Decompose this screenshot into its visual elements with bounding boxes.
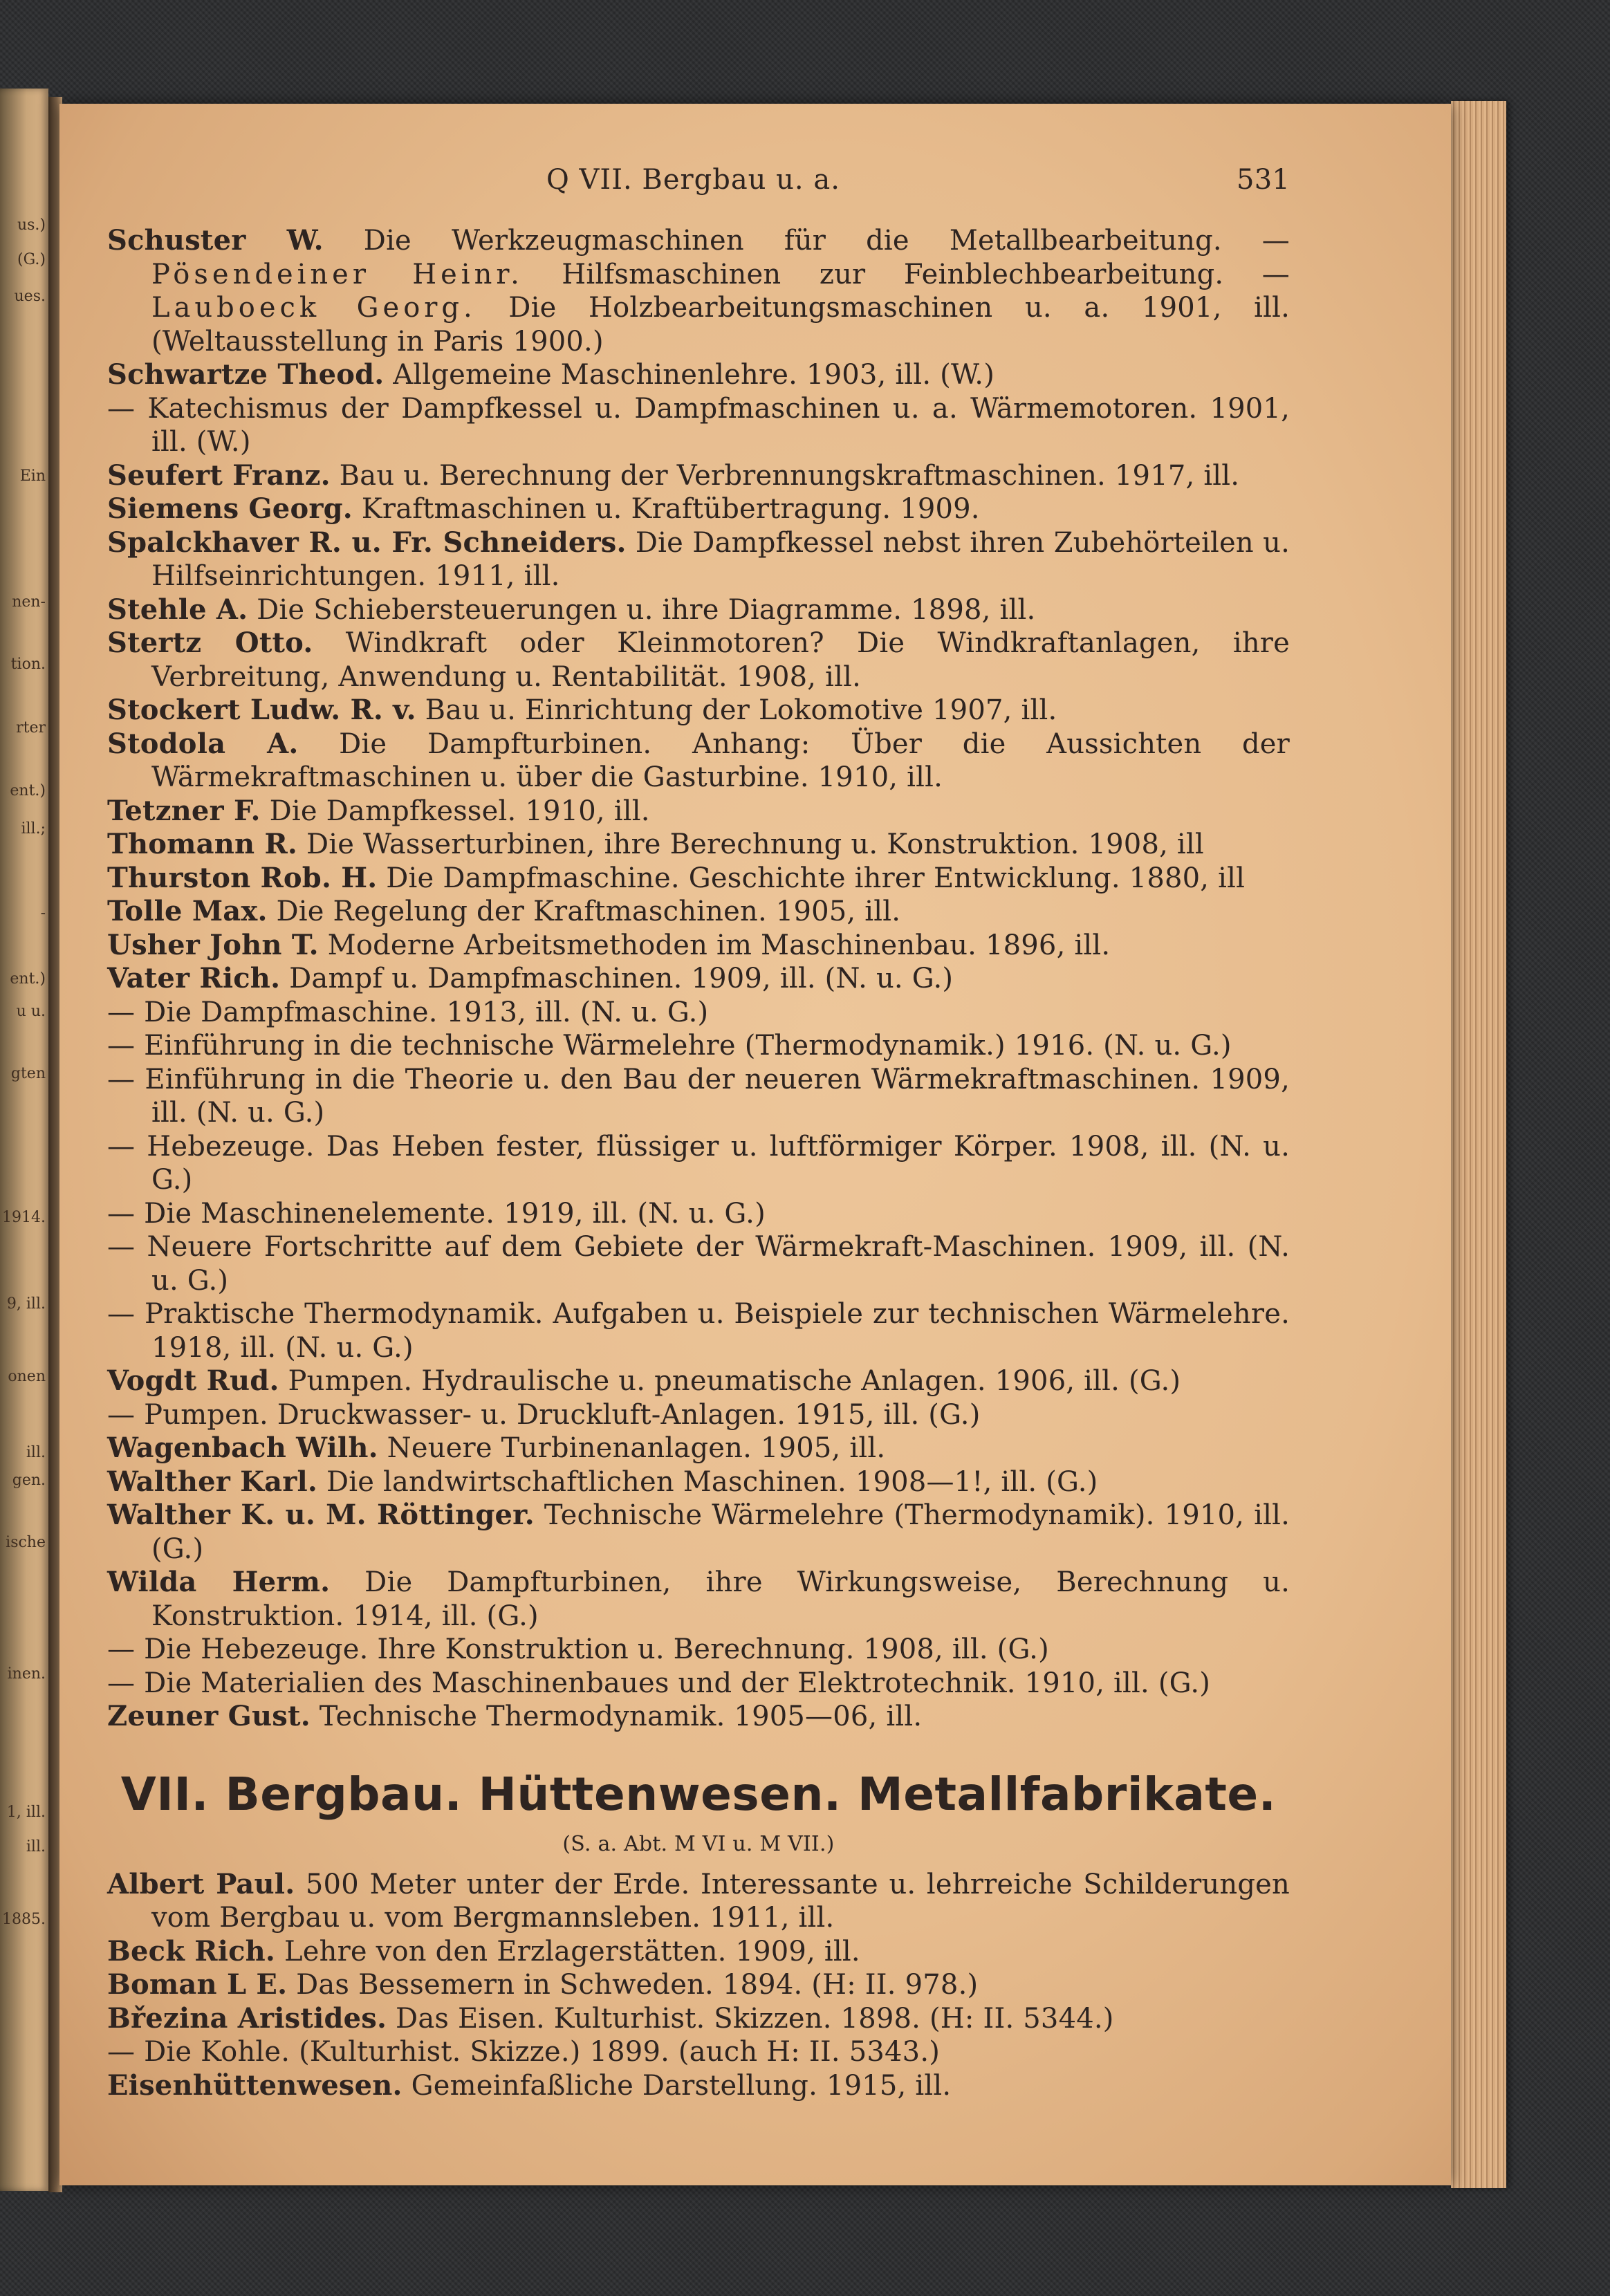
bibliography-entry [107, 1566, 1290, 1633]
bibliography-entry [107, 1700, 1290, 1734]
margin-fragment: us.) [17, 216, 46, 234]
bibliography-entry [107, 1063, 1290, 1130]
entry-text: Hilfsmaschinen zur Feinblechbearbeitung. — [523, 258, 1290, 290]
bibliography-entry [107, 459, 1290, 493]
bibliography-entry [107, 1297, 1290, 1364]
entry-text: — Die Hebezeuge. Ihre Konstruktion u. Berechnung. 1908, ill. (G.) [107, 1633, 1049, 1665]
entry-author: Albert Paul. [107, 1867, 295, 1900]
entry-text: Die Schiebersteuerungen u. ihre Diagramme. 1898, ill. [248, 593, 1036, 626]
margin-fragment: 1, ill. [6, 1804, 46, 1821]
page-number: 531 [1237, 164, 1290, 196]
entry-author: Schwartze Theod. [107, 358, 385, 391]
bibliography-list [107, 224, 1290, 1734]
entry-author: Thomann R. [107, 828, 298, 860]
page-stack-edge [1451, 101, 1506, 2188]
bibliography-entry [107, 1197, 1290, 1231]
margin-fragment: ues. [14, 288, 46, 305]
entry-author-spaced: Lauboeck Georg. [151, 292, 476, 324]
entry-text: Die Holzbearbeitungsmaschinen u. a. 1901, ill. (Weltausstellung in Paris 1900.) [151, 292, 1290, 358]
bibliography-entry [107, 1935, 1290, 1969]
entry-text: Bau u. Einrichtung der Lokomotive 1907, ill. [416, 694, 1057, 726]
margin-fragment: inen. [7, 1665, 46, 1683]
margin-fragment: gten [10, 1065, 46, 1082]
entry-text: Die Dampfkessel. 1910, ill. [260, 795, 650, 827]
bibliography-entry [107, 392, 1290, 459]
section-bibliography-list [107, 1868, 1290, 2103]
bibliography-entry [107, 862, 1290, 896]
entry-author: Thurston Rob. H. [107, 861, 378, 894]
entry-text: Allgemeine Maschinenlehre. 1903, ill. (W.) [384, 359, 995, 391]
entry-author: Walther K. u. M. Röttinger. [107, 1499, 535, 1531]
entry-author: Březina Aristides. [107, 2001, 387, 2035]
entry-author: Tetzner F. [107, 794, 261, 827]
entry-text: Die Dampfturbinen. Anhang: Über die Aussichten der Wärmekraftmaschinen u. über die Gasturbine. 1910, ill. [151, 728, 1290, 793]
margin-fragment: 1885. [2, 1911, 46, 1928]
margin-fragment: onen [8, 1368, 46, 1385]
entry-text: 500 Meter unter der Erde. Interessante u. lehrreiche Schilderungen vom Bergbau u. vom Bergmannsleben. 1911, ill. [151, 1868, 1290, 1934]
entry-author: Stehle A. [107, 593, 248, 626]
bibliography-entry [107, 1364, 1290, 1398]
margin-fragment: ill.; [21, 820, 46, 837]
bibliography-entry [107, 593, 1290, 627]
entry-text: — Praktische Thermodynamik. Aufgaben u. Beispiele zur technischen Wärmelehre. 1918, ill. (N. u. G.) [107, 1298, 1290, 1364]
bibliography-entry [107, 929, 1290, 963]
margin-fragment: Ein [19, 467, 46, 485]
entry-text: Die Regelung der Kraftmaschinen. 1905, ill. [267, 896, 901, 927]
entry-author: Stertz Otto. [107, 627, 313, 659]
entry-author: Vogdt Rud. [107, 1364, 279, 1397]
entry-author: Vater Rich. [107, 962, 281, 994]
margin-fragment: - [40, 905, 46, 922]
entry-text: — Hebezeuge. Das Heben fester, flüssiger u. luftförmiger Körper. 1908, ill. (N. u. G.) [107, 1130, 1290, 1196]
margin-fragment: ill. [26, 1444, 46, 1461]
bibliography-entry [107, 1465, 1290, 1499]
margin-fragment: u u. [16, 1003, 46, 1020]
bibliography-entry [107, 996, 1290, 1030]
margin-fragment: (G.) [17, 251, 46, 268]
entry-author: Zeuner Gust. [107, 1700, 311, 1732]
bibliography-entry [107, 728, 1290, 795]
entry-author: Eisenhüttenwesen. [107, 2068, 402, 2102]
running-title: Q VII. Bergbau u. a. [546, 164, 840, 196]
bibliography-entry [107, 526, 1290, 593]
bibliography-entry [107, 2035, 1290, 2069]
entry-text: Die Dampfkessel nebst ihren Zubehörteilen u. Hilfseinrichtungen. 1911, ill. [151, 526, 1290, 592]
entry-text: — Einführung in die Theorie u. den Bau der neueren Wärmekraftmaschinen. 1909, ill. (N. u. G.) [107, 1063, 1290, 1129]
entry-text: Kraftmaschinen u. Kraftübertragung. 1909. [352, 493, 980, 525]
entry-text: Technische Wärmelehre (Thermodynamik). 1910, ill. (G.) [151, 1499, 1290, 1565]
bibliography-entry [107, 795, 1290, 828]
entry-author: Stockert Ludw. R. v. [107, 694, 416, 726]
bibliography-entry [107, 962, 1290, 996]
entry-text: Pumpen. Hydraulische u. pneumatische Anlagen. 1906, ill. (G.) [279, 1365, 1181, 1397]
bibliography-entry [107, 1432, 1290, 1465]
margin-fragment: tion. [10, 656, 46, 673]
bibliography-entry [107, 1130, 1290, 1197]
bibliography-entry [107, 694, 1290, 728]
section-cross-reference: (S. a. Abt. M VI u. M VII.) [562, 1831, 835, 1856]
entry-text: Dampf u. Dampfmaschinen. 1909, ill. (N. u. G.) [280, 963, 954, 994]
entry-text: Die Dampfmaschine. Geschichte ihrer Entwicklung. 1880, ill [377, 862, 1246, 894]
margin-fragment: 9, ill. [6, 1295, 46, 1313]
entry-author: Usher John T. [107, 928, 319, 961]
bibliography-entry [107, 1029, 1290, 1063]
entry-text: Technische Thermodynamik. 1905—06, ill. [310, 1701, 923, 1732]
entry-author: Stodola A. [107, 727, 299, 760]
bibliography-entry [107, 1230, 1290, 1297]
entry-text: — Einführung in die technische Wärmelehre (Thermodynamik.) 1916. (N. u. G.) [107, 1030, 1232, 1062]
entry-text: Die Dampfturbinen, ihre Wirkungsweise, Berechnung u. Konstruktion. 1914, ill. (G.) [151, 1566, 1290, 1632]
bibliography-entry [107, 1633, 1290, 1667]
page-content [107, 163, 1290, 2102]
entry-author: Tolle Max. [107, 895, 268, 927]
entry-author: Siemens Georg. [107, 492, 353, 525]
entry-text: Das Bessemern in Schweden. 1894. (H: II. 978.) [287, 1969, 979, 2001]
bibliography-entry [107, 1968, 1290, 2002]
bibliography-entry [107, 224, 1290, 358]
facing-page-edge [0, 89, 48, 2191]
bibliography-entry [107, 2069, 1290, 2103]
entry-text: — Die Maschinenelemente. 1919, ill. (N. u. G.) [107, 1197, 766, 1230]
bibliography-entry [107, 1499, 1290, 1566]
entry-text: — Neuere Fortschritte auf dem Gebiete der Wärmekraft-Maschinen. 1909, ill. (N. u. G.) [107, 1231, 1290, 1297]
entry-text: Bau u. Berechnung der Verbrennungskraftmaschinen. 1917, ill. [330, 459, 1240, 492]
margin-fragment: ill. [26, 1838, 46, 1855]
entry-author: Schuster W. [107, 224, 324, 257]
running-header [107, 163, 1290, 202]
margin-fragment: ent.) [10, 782, 46, 799]
entry-text: Gemeinfaßliche Darstellung. 1915, ill. [402, 2069, 952, 2102]
entry-author: Wilda Herm. [107, 1566, 331, 1598]
margin-fragment: ent.) [10, 970, 46, 988]
bibliography-entry [107, 895, 1290, 929]
entry-text: Die Werkzeugmaschinen für die Metallbearbeitung. — [323, 225, 1290, 257]
bibliography-entry [107, 358, 1290, 392]
margin-fragment: 1914. [2, 1209, 46, 1226]
bibliography-entry [107, 1868, 1290, 1935]
section-heading: VII. Bergbau. Hüttenwesen. Metallfabrikate. [120, 1767, 1277, 1821]
margin-fragment: gen. [12, 1472, 46, 1489]
entry-author: Spalckhaver R. u. Fr. Schneiders. [107, 526, 627, 559]
entry-text: Das Eisen. Kulturhist. Skizzen. 1898. (H: II. 5344.) [387, 2002, 1114, 2035]
margin-fragment: ische [6, 1534, 46, 1551]
bibliography-entry [107, 1667, 1290, 1701]
bibliography-entry [107, 1398, 1290, 1432]
entry-text: Die Wasserturbinen, ihre Berechnung u. Konstruktion. 1908, ill [297, 828, 1204, 860]
entry-text: — Pumpen. Druckwasser- u. Druckluft-Anlagen. 1915, ill. (G.) [107, 1398, 981, 1431]
entry-author: Seufert Franz. [107, 459, 331, 492]
entry-text: — Katechismus der Dampfkessel u. Dampfmaschinen u. a. Wärmemotoren. 1901, ill. (W.) [107, 392, 1290, 458]
bibliography-entry [107, 828, 1290, 862]
entry-text: Neuere Turbinenanlagen. 1905, ill. [378, 1432, 886, 1464]
entry-text: Die landwirtschaftlichen Maschinen. 1908—1!, ill. (G.) [317, 1465, 1098, 1498]
bibliography-entry [107, 627, 1290, 694]
entry-text: — Die Dampfmaschine. 1913, ill. (N. u. G.) [107, 996, 709, 1028]
entry-author: Wagenbach Wilh. [107, 1432, 378, 1464]
entry-author: Walther Karl. [107, 1465, 318, 1498]
bibliography-entry [107, 2002, 1290, 2036]
entry-text: — Die Kohle. (Kulturhist. Skizze.) 1899. (auch H: II. 5343.) [107, 2036, 941, 2068]
entry-author: Beck Rich. [107, 1934, 276, 1968]
entry-text: Lehre von den Erzlagerstätten. 1909, ill. [275, 1935, 860, 1968]
margin-fragment: rter [16, 719, 46, 737]
margin-fragment: nen- [12, 593, 46, 611]
entry-text: Moderne Arbeitsmethoden im Maschinenbau. 1896, ill. [318, 929, 1111, 961]
entry-author-spaced: Pösendeiner Heinr. [151, 258, 524, 290]
entry-author: Boman L E. [107, 1968, 288, 2001]
entry-text: Windkraft oder Kleinmotoren? Die Windkraftanlagen, ihre Verbreitung, Anwendung u. Rentabilität. 1908, ill. [151, 627, 1290, 693]
bibliography-entry [107, 492, 1290, 526]
entry-text: — Die Materialien des Maschinenbaues und der Elektrotechnik. 1910, ill. (G.) [107, 1667, 1211, 1699]
